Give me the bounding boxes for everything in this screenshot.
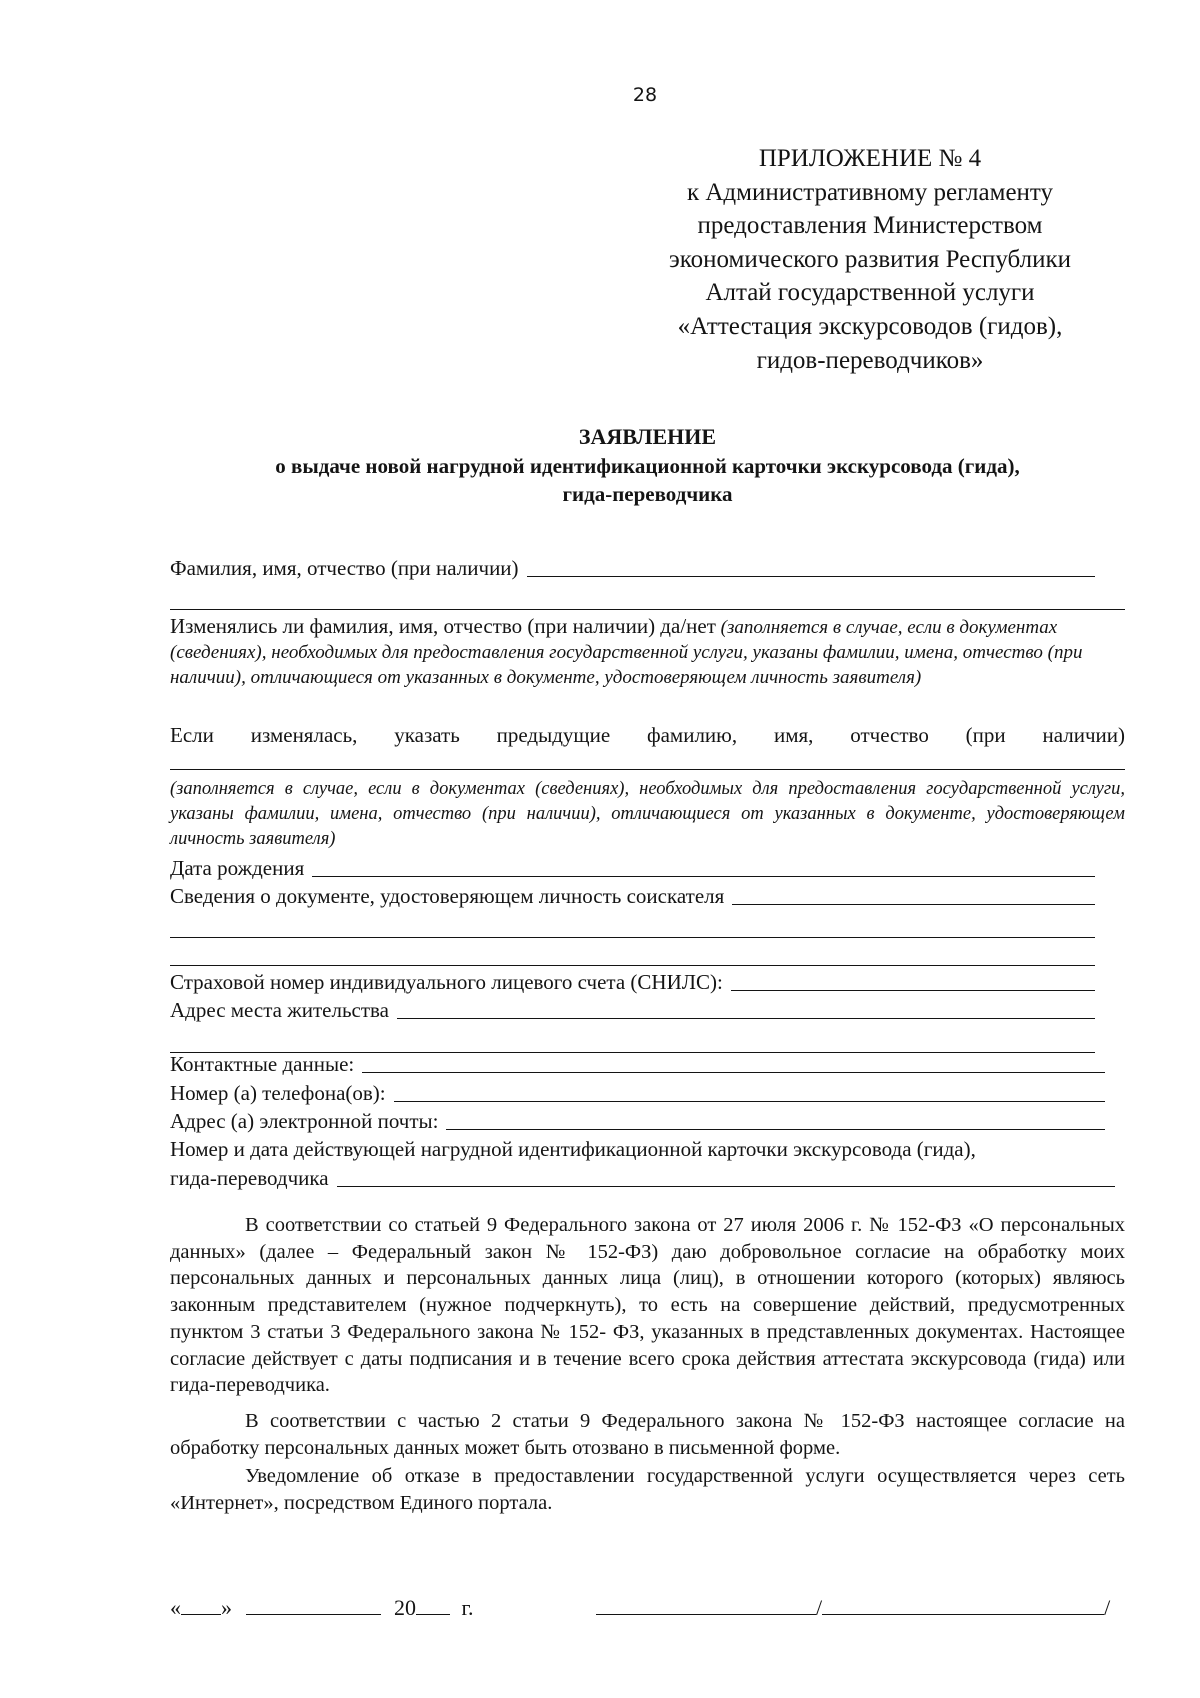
id-document-blank-2[interactable] — [170, 937, 1095, 938]
name-changed-question: Изменялись ли фамилия, имя, отчество (при наличии) да/нет — [170, 614, 716, 638]
card-number-field[interactable] — [170, 1166, 1115, 1191]
fio-label: Фамилия, имя, отчество (при наличии) — [170, 556, 519, 580]
page-number: 28 — [632, 84, 658, 106]
card-number-label: Номер и дата действующей нагрудной идентификационной карточки экскурсовода (гида), — [170, 1137, 976, 1161]
annex-block — [620, 142, 1120, 377]
id-document-label: Сведения о документе, удостоверяющем личность соискателя — [170, 884, 725, 908]
card-number-label-cont: гида-переводчика — [170, 1166, 329, 1190]
previous-name-note: (заполняется в случае, если в документах (сведениях), необходимых для предоставления государственной услуги, указаны фамилии, имена, отчество (при наличии), отличающиеся от указанных в документе, удостоверяющем личность заявителя) — [170, 779, 1125, 849]
id-document-field[interactable] — [170, 884, 1095, 909]
snils-label: Страховой номер индивидуального лицевого счета (СНИЛС): — [170, 970, 723, 994]
signature-slash-1: / — [816, 1595, 823, 1620]
fio-blank[interactable] — [527, 576, 1095, 577]
card-number-line-1 — [170, 1137, 1125, 1162]
contacts-blank[interactable] — [362, 1072, 1105, 1073]
signature-block — [596, 1592, 1110, 1621]
id-document-blank[interactable] — [732, 904, 1095, 905]
year-prefix: 20 — [394, 1595, 416, 1620]
signature-blank[interactable] — [596, 1592, 816, 1615]
signature-name-blank[interactable] — [822, 1592, 1104, 1615]
name-changed-block — [170, 614, 1125, 690]
annex-line: гидов-переводчиков» — [756, 346, 984, 374]
month-blank[interactable] — [246, 1592, 381, 1615]
card-number-blank[interactable] — [337, 1186, 1115, 1187]
previous-name-blank[interactable] — [170, 769, 1125, 770]
date-open-quote: « — [170, 1595, 181, 1620]
revoke-paragraph: В соответствии с частью 2 статьи 9 Федерального закона № 152-ФЗ настоящее согласие на обработку персональных данных может быть отозвано в письменной форме. — [170, 1410, 1125, 1459]
email-field[interactable] — [170, 1109, 1105, 1134]
annex-line: «Аттестация экскурсоводов (гидов), — [677, 312, 1063, 340]
year-blank[interactable] — [416, 1592, 450, 1615]
id-document-blank-3[interactable] — [170, 965, 1095, 966]
birth-date-field[interactable] — [170, 856, 1095, 881]
signature-slash-2: / — [1104, 1595, 1111, 1620]
application-subtitle: о выдаче новой нагрудной идентификационной карточки экскурсовода (гида), — [275, 454, 1020, 478]
email-blank[interactable] — [446, 1129, 1105, 1130]
contacts-label: Контактные данные: — [170, 1052, 355, 1076]
annex-line: Алтай государственной услуги — [705, 279, 1035, 307]
application-subtitle-cont: гида-переводчика — [562, 482, 733, 506]
phones-label: Номер (а) телефона(ов): — [170, 1081, 386, 1105]
year-suffix: г. — [461, 1595, 474, 1620]
name-changed-note: (заполняется в случае, если в документах (сведениях), необходимых для предоставления государственной услуги, указаны фамилии, имена, отчество (при наличии), отличающиеся от указанных в документе, удостоверяющем личность заявителя) — [170, 617, 1083, 688]
snils-field[interactable] — [170, 970, 1095, 995]
address-label: Адрес места жительства — [170, 998, 389, 1022]
birth-date-label: Дата рождения — [170, 856, 305, 880]
notice-paragraph: Уведомление об отказе в предоставлении государственной услуги осуществляется через сеть «Интернет», посредством Единого портала. — [170, 1465, 1125, 1514]
birth-date-blank[interactable] — [312, 876, 1095, 877]
annex-title: ПРИЛОЖЕНИЕ № 4 — [758, 145, 982, 172]
annex-line: экономического развития Республики — [669, 245, 1071, 273]
phones-field[interactable] — [170, 1081, 1105, 1106]
application-title: ЗАЯВЛЕНИЕ — [578, 424, 717, 449]
consent-paragraph: В соответствии со статьей 9 Федерального закона от 27 июля 2006 г. № 152-ФЗ «О персональных данных» (далее – Федеральный закон № 152-ФЗ) даю добровольное согласие на обработку моих персональных данных и персональных данных лица (лиц), в отношении которого (которых) являюсь законным представителем (нужное подчеркнуть), то есть на совершение действий, предусмотренных пунктом 3 статьи 3 Федерального закона № 152- ФЗ, указанных в представленных документах. Настоящее согласие действует с даты подписания и в течение всего срока действия аттестата экскурсовода (гида) или гида-переводчика. — [170, 1214, 1125, 1397]
fio-blank-line-2[interactable] — [170, 609, 1125, 610]
snils-blank[interactable] — [731, 990, 1095, 991]
contacts-field[interactable] — [170, 1052, 1105, 1077]
annex-line: предоставления Министерством — [697, 212, 1043, 240]
phones-blank[interactable] — [394, 1101, 1105, 1102]
date-close-quote: » — [221, 1595, 232, 1620]
address-field[interactable] — [170, 998, 1095, 1023]
day-blank[interactable] — [181, 1592, 221, 1615]
date-signature-line — [170, 1592, 474, 1621]
fio-field[interactable] — [170, 556, 1095, 581]
annex-line: к Административному регламенту — [686, 178, 1054, 206]
email-label: Адрес (а) электронной почты: — [170, 1109, 439, 1133]
previous-name-label: Если изменялась, указать предыдущие фамилию, имя, отчество (при наличии) — [170, 723, 1125, 747]
address-blank[interactable] — [397, 1018, 1095, 1019]
